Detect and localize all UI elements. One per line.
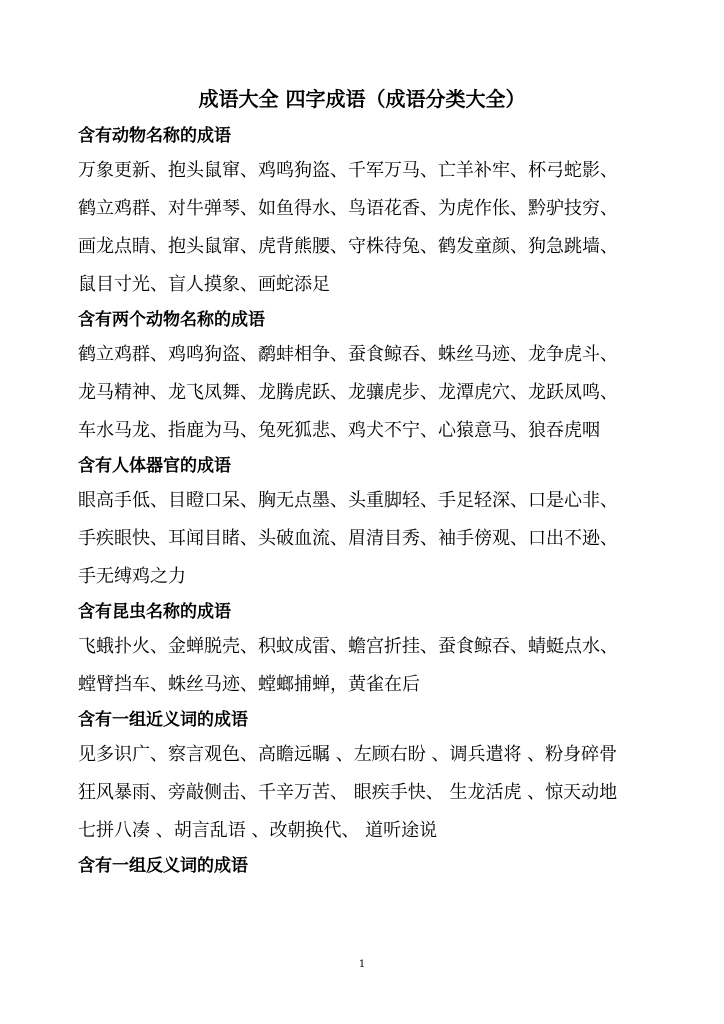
section-body [78,152,648,304]
idiom-line: 万象更新、抱头鼠窜、鸡鸣狗盗、千军万马、亡羊补牢、杯弓蛇影、 [78,160,618,181]
document-title: 成语大全 四字成语（成语分类大全） [198,87,526,111]
idiom-line: 鹤立鸡群、鸡鸣狗盗、鹬蚌相争、蚕食鲸吞、蛛丝马迹、龙争虎斗、 [78,344,618,365]
section-heading: 含有一组近义词的成语 [78,710,248,730]
section-synonyms [78,704,648,850]
section-insect-names [78,596,648,704]
section-body [78,336,648,450]
idiom-line: 手疾眼快、耳闻目睹、头破血流、眉清目秀、袖手傍观、口出不逊、 [78,528,618,549]
section-body [78,628,648,704]
idiom-line: 手无缚鸡之力 [78,566,186,587]
idiom-line: 狂风暴雨、旁敲侧击、千辛万苦、 眼疾手快、 生龙活虎 、惊天动地 [78,782,618,803]
section-heading: 含有人体器官的成语 [78,456,231,476]
idiom-line: 车水马龙、指鹿为马、兔死狐悲、鸡犬不宁、心猿意马、狼吞虎咽 [78,420,600,441]
section-body [78,736,648,850]
idiom-line: 飞蛾扑火、金蝉脱壳、积蚊成雷、蟾宫折挂、蚕食鲸吞、蜻蜓点水、 [78,636,618,657]
document-content [78,120,648,882]
idiom-line: 鼠目寸光、盲人摸象、画蛇添足 [78,274,330,295]
section-heading: 含有一组反义词的成语 [78,856,248,876]
idiom-line: 见多识广、察言观色、高瞻远瞩 、左顾右盼 、调兵遣将 、粉身碎骨 [78,744,618,765]
section-body [78,482,648,596]
section-heading: 含有动物名称的成语 [78,126,231,146]
section-two-animal-names [78,304,648,450]
idiom-line: 画龙点睛、抱头鼠窜、虎背熊腰、守株待兔、鹤发童颜、狗急跳墙、 [78,236,618,257]
section-heading: 含有两个动物名称的成语 [78,310,265,330]
idiom-line: 螳臂挡车、蛛丝马迹、螳螂捕蝉，黄雀在后 [78,674,420,695]
idiom-line: 鹤立鸡群、对牛弹琴、如鱼得水、鸟语花香、为虎作伥、黔驴技穷、 [78,198,618,219]
idiom-line: 七拼八凑 、胡言乱语 、改朝换代、 道听途说 [78,820,438,841]
section-heading: 含有昆虫名称的成语 [78,602,231,622]
idiom-line: 眼高手低、目瞪口呆、胸无点墨、头重脚轻、手足轻深、口是心非、 [78,490,618,511]
section-animal-names [78,120,648,304]
section-body-organs [78,450,648,596]
page-number: 1 [358,959,366,970]
idiom-line: 龙马精神、龙飞凤舞、龙腾虎跃、龙骧虎步、龙潭虎穴、龙跃凤鸣、 [78,382,618,403]
section-antonyms [78,850,648,882]
